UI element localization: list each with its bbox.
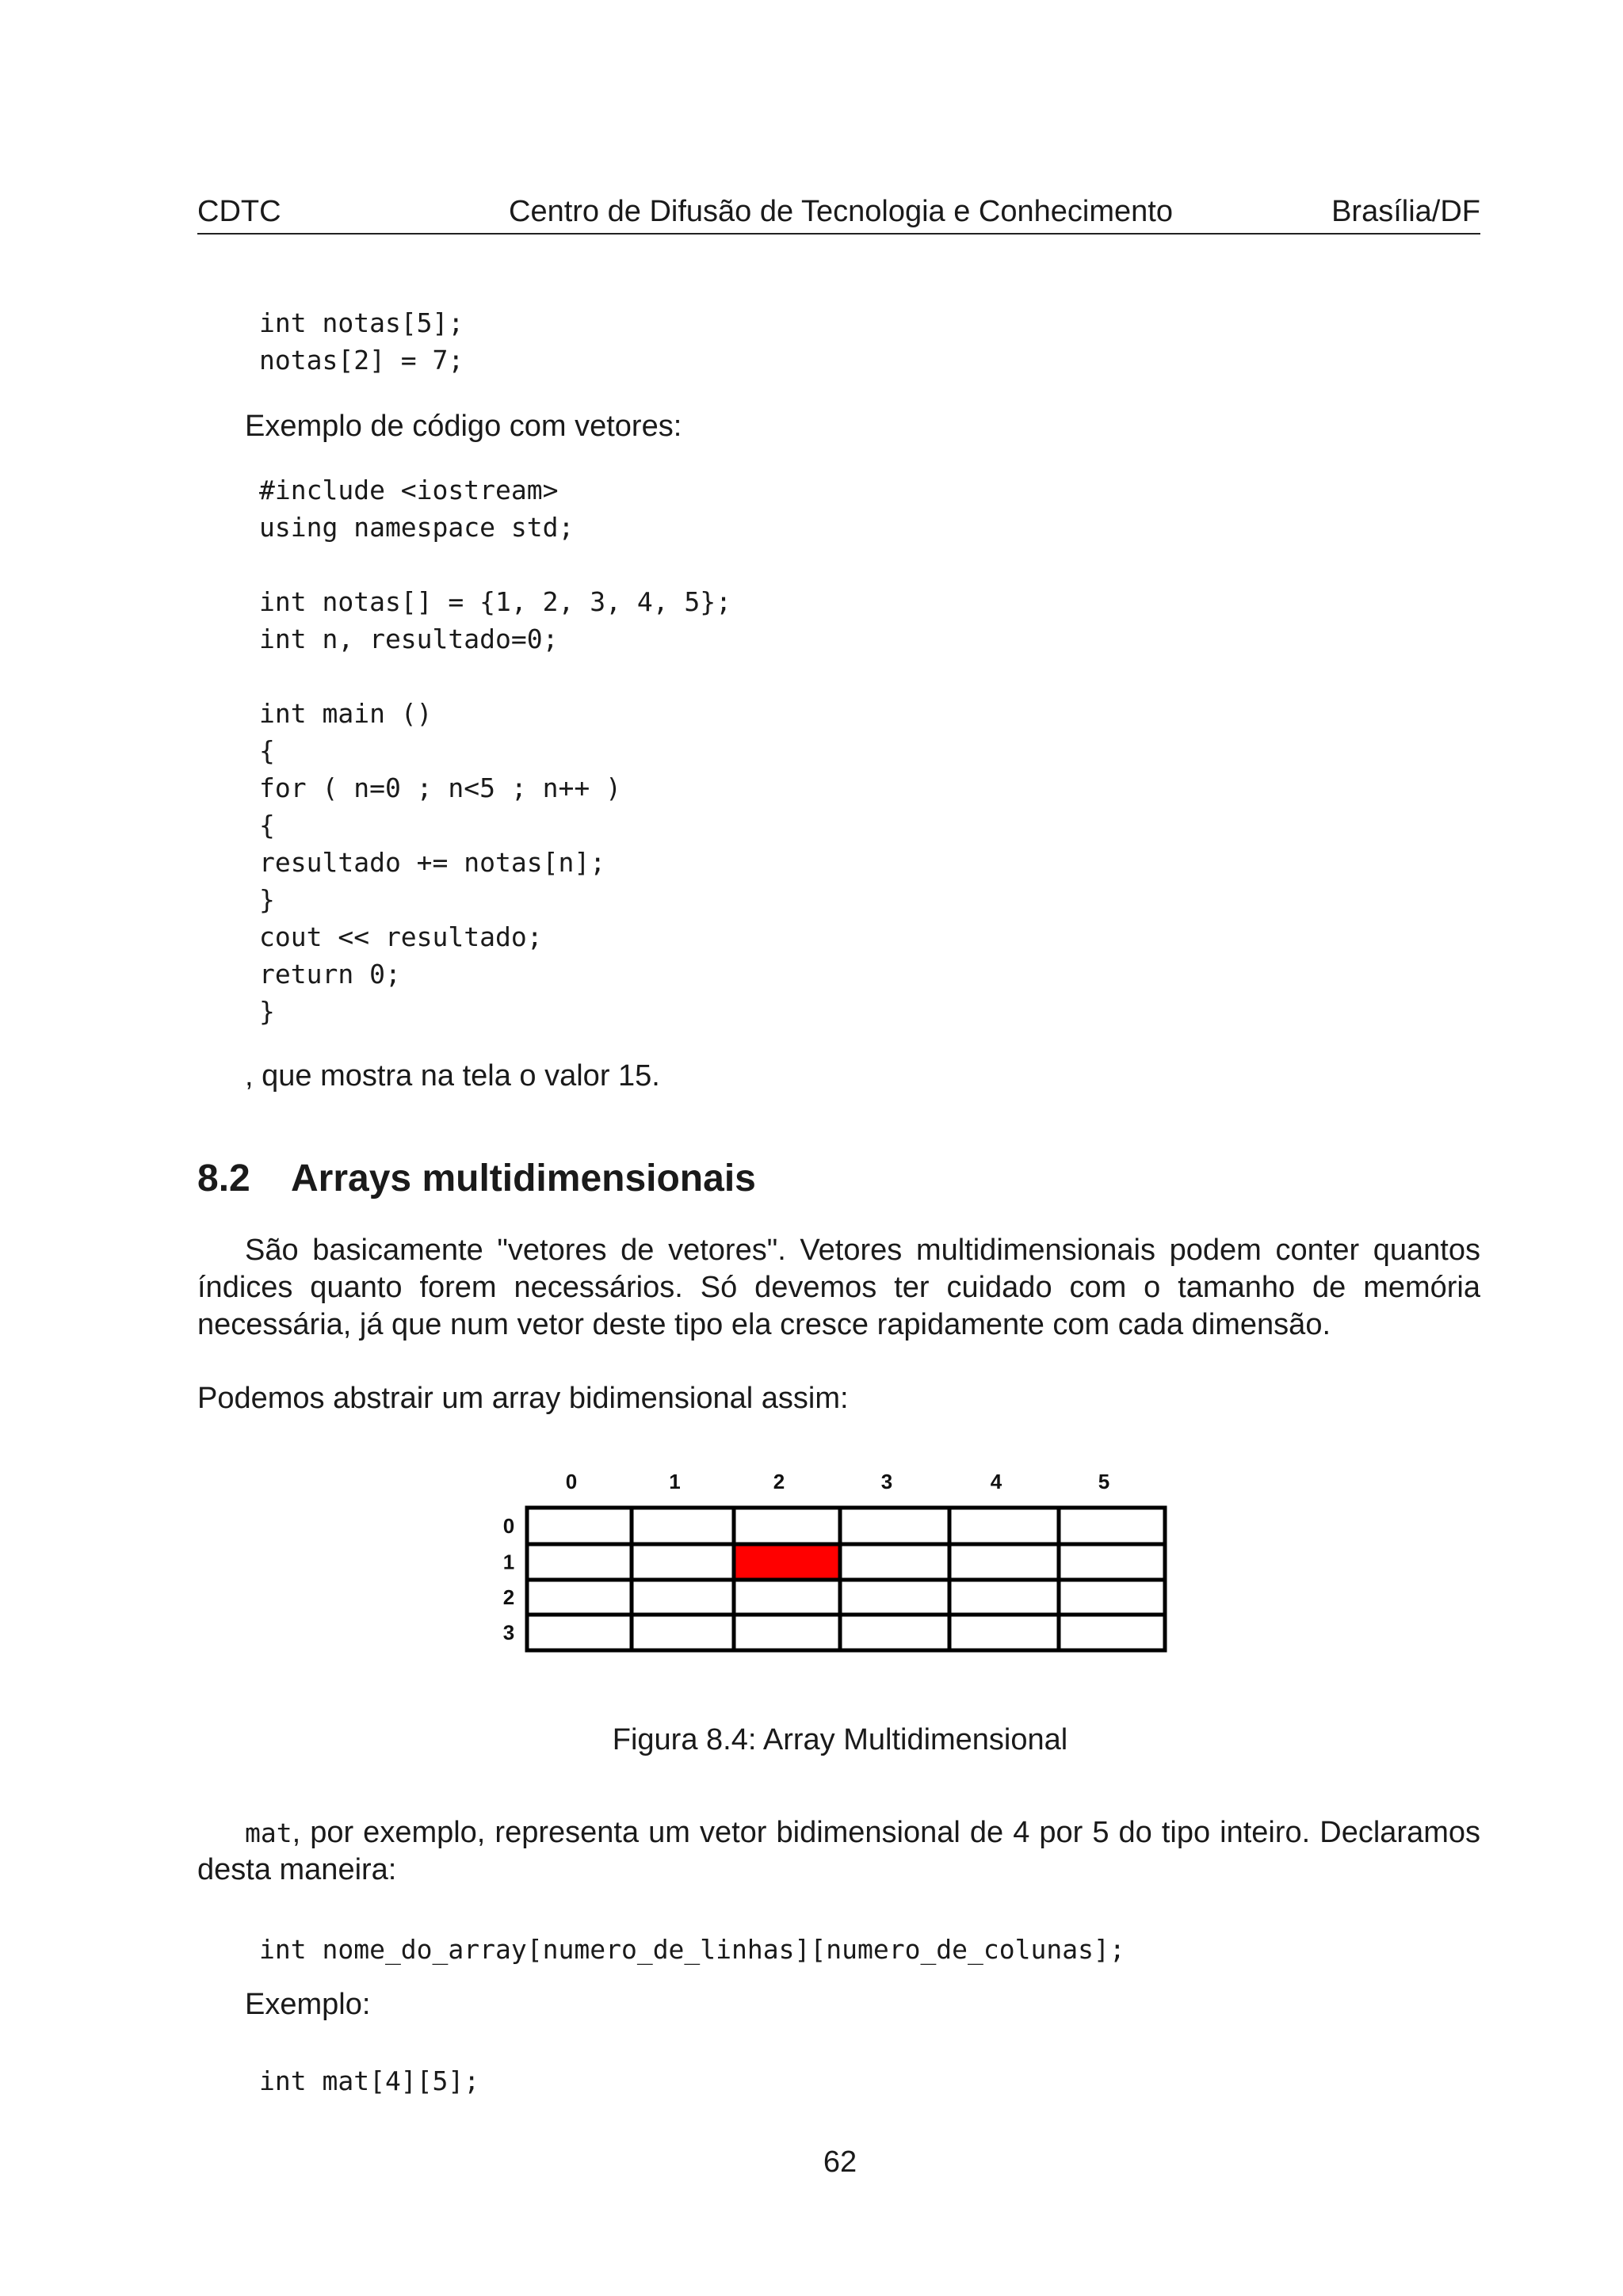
grid-cell — [840, 1508, 949, 1544]
highlighted-cell — [734, 1544, 840, 1580]
grid-cell — [527, 1508, 632, 1544]
row-label: 3 — [502, 1620, 515, 1645]
row-label: 2 — [502, 1585, 515, 1609]
intro-label: Exemplo de código com vetores: — [245, 410, 682, 443]
grid-cell — [527, 1544, 632, 1580]
column-label: 5 — [1098, 1470, 1110, 1493]
row-labels — [503, 1514, 514, 1645]
grid-cell — [949, 1580, 1059, 1615]
grid-cell — [949, 1615, 1059, 1650]
example-label: Exemplo: — [245, 1988, 371, 2021]
grid-cell — [527, 1580, 632, 1615]
figure-caption: Figura 8.4: Array Multidimensional — [612, 1723, 1068, 1756]
grid-cell — [1059, 1508, 1165, 1544]
grid-cell — [632, 1544, 734, 1580]
paragraph-3 — [197, 1814, 1480, 1889]
code-block-declaration: int notas[5]; notas[2] = 7; — [259, 307, 464, 376]
row-label: 0 — [502, 1514, 515, 1538]
header-left: CDTC — [197, 195, 281, 228]
code-block-example: #include <iostream> using namespace std; int notas[] = {1, 2, 3, 4, 5}; int n, resultado=0; int main () { for ( n=0 ; n<5 ; n++ ) { resultado += notas[n]; } cout << resultado; return 0; } — [259, 475, 732, 1027]
grid-cell — [632, 1508, 734, 1544]
paragraph-2: Podemos abstrair um array bidimensional assim: — [197, 1382, 849, 1415]
grid-cell — [734, 1615, 840, 1650]
array-figure — [491, 1462, 1189, 1668]
page-number: 62 — [823, 2145, 857, 2179]
grid-cell — [1059, 1615, 1165, 1650]
grid-cell — [949, 1508, 1059, 1544]
grid-cell — [840, 1580, 949, 1615]
header-rule — [197, 233, 1480, 235]
paragraph-1: São basicamente "vetores de vetores". Vetores multidimensionais podem conter quantos índices quanto forem necessários. Só devemos ter cuidado com o tamanho de memória necessária, já que num vetor deste tipo ela cresce rapidamente com cada dimensão. — [197, 1234, 1480, 1341]
grid-cell — [734, 1580, 840, 1615]
grid-cell — [1059, 1580, 1165, 1615]
code-block-mat: int mat[4][5]; — [259, 2065, 480, 2096]
grid-cell — [1059, 1544, 1165, 1580]
row-label: 1 — [502, 1550, 515, 1574]
column-label: 3 — [880, 1470, 893, 1493]
column-label: 0 — [565, 1470, 578, 1493]
paragraph-3-text: , por exemplo, representa um vetor bidimensional de 4 por 5 do tipo inteiro. Declaramos desta maneira: — [197, 1816, 1480, 1886]
inline-code-mat: mat — [245, 1817, 292, 1848]
code-block-syntax: int nome_do_array[numero_de_linhas][numero_de_colunas]; — [259, 1934, 1125, 1965]
grid-cell — [527, 1615, 632, 1650]
grid-cells — [527, 1508, 1165, 1650]
grid-cell — [632, 1615, 734, 1650]
grid-cell — [734, 1508, 840, 1544]
column-label: 4 — [990, 1470, 1002, 1493]
column-label: 2 — [773, 1470, 785, 1493]
section-number: 8.2 — [197, 1158, 250, 1199]
column-label: 1 — [669, 1470, 681, 1493]
section-heading — [197, 1155, 756, 1203]
grid-cell — [632, 1580, 734, 1615]
grid-cell — [840, 1544, 949, 1580]
grid-cell — [840, 1615, 949, 1650]
result-text: , que mostra na tela o valor 15. — [245, 1059, 660, 1093]
section-title: Arrays multidimensionais — [291, 1158, 756, 1199]
header-center: Centro de Difusão de Tecnologia e Conhecimento — [509, 195, 1173, 228]
header-right: Brasília/DF — [1331, 195, 1480, 228]
column-labels — [566, 1470, 1109, 1493]
grid-cell — [949, 1544, 1059, 1580]
